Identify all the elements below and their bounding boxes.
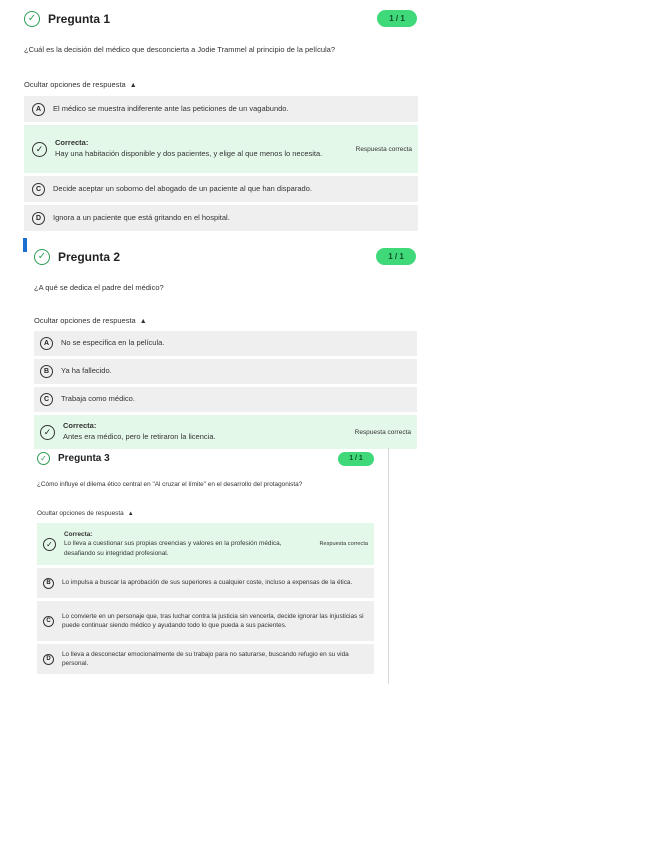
question-title: Pregunta 3	[58, 453, 110, 464]
option-text: No se especifica en la película.	[61, 338, 165, 348]
correct-label: Correcta:	[63, 421, 97, 431]
check-circle-icon: ✓	[37, 452, 50, 465]
chevron-up-icon: ▲	[129, 82, 137, 89]
option-text: Lo convierte en un personaje que, tras luchar contra la justicia sin vencerla, decide ignorar las injusticias si puede continuar siendo médico y ayudando todo lo que pueda a sus pacientes.	[62, 612, 364, 629]
option-text: Decide aceptar un soborno del abogado de un paciente al que han disparado.	[53, 183, 312, 193]
option-letter: A	[32, 103, 45, 116]
answer-option-b-correct[interactable]	[24, 125, 418, 173]
answer-option-d[interactable]	[24, 205, 418, 231]
option-letter: A	[40, 337, 53, 350]
question-prompt: ¿A qué se dedica el padre del médico?	[34, 283, 164, 292]
question-title: Pregunta 1	[48, 12, 111, 26]
option-text: Ya ha fallecido.	[61, 366, 112, 376]
check-circle-icon: ✓	[24, 11, 40, 27]
option-letter: B	[40, 365, 53, 378]
answer-option-a-correct[interactable]	[37, 523, 374, 565]
question-prompt: ¿Cómo influye el dilema ético central en "Al cruzar el límite" en el desarrollo del protagonista?	[37, 481, 303, 488]
answer-option-c[interactable]	[34, 387, 417, 412]
option-letter: B	[43, 578, 54, 589]
question-1-header	[24, 11, 110, 27]
option-text: Hay una habitación disponible y dos pacientes, y elige al que menos lo necesita.	[55, 149, 323, 158]
answer-option-c[interactable]	[37, 601, 374, 641]
question-title: Pregunta 2	[58, 250, 121, 264]
option-text: Lo lleva a desconectar emocionalmente de su trabajo para no saturarse, buscando refugio en su vida personal.	[62, 650, 349, 667]
check-circle-icon: ✓	[40, 425, 55, 440]
hide-options-toggle[interactable]	[24, 80, 137, 89]
score-badge: 1 / 1	[338, 452, 374, 466]
option-text: Lo lleva a cuestionar sus propias creencias y valores en la profesión médica, desafiando su integridad profesional.	[64, 540, 282, 557]
check-circle-icon: ✓	[43, 538, 56, 551]
option-text-block	[64, 530, 304, 558]
correct-label: Correcta:	[64, 531, 93, 539]
option-letter: C	[32, 183, 45, 196]
option-letter: D	[32, 212, 45, 225]
correct-answer-badge: Respuesta correcta	[319, 541, 368, 547]
option-text-block	[55, 138, 335, 160]
option-letter: C	[40, 393, 53, 406]
option-text: El médico se muestra indiferente ante las peticiones de un vagabundo.	[53, 103, 289, 113]
correct-answer-badge: Respuesta correcta	[354, 428, 411, 436]
hide-options-toggle[interactable]	[37, 510, 134, 517]
chevron-up-icon: ▲	[139, 318, 147, 325]
answer-option-b[interactable]	[34, 359, 417, 384]
toggle-label: Ocultar opciones de respuesta	[34, 316, 136, 325]
toggle-label: Ocultar opciones de respuesta	[37, 510, 124, 517]
option-letter: C	[43, 616, 54, 627]
question-prompt: ¿Cuál es la decisión del médico que desconcierta a Jodie Trammel al principio de la película?	[24, 45, 336, 54]
answer-option-b[interactable]	[37, 568, 374, 598]
current-question-marker	[23, 238, 27, 252]
answer-option-a[interactable]	[24, 96, 418, 122]
score-badge: 1 / 1	[377, 10, 417, 27]
option-letter: D	[43, 654, 54, 665]
option-text: Lo impulsa a buscar la aprobación de sus superiores a cualquier coste, incluso a expensas de la ética.	[62, 579, 353, 587]
correct-answer-badge: Respuesta correcta	[355, 145, 412, 153]
option-text-block	[63, 421, 216, 443]
score-badge: 1 / 1	[376, 248, 416, 265]
toggle-label: Ocultar opciones de respuesta	[24, 80, 126, 89]
question-3-header	[37, 452, 110, 465]
vertical-divider	[388, 448, 389, 684]
answer-option-d-correct[interactable]	[34, 415, 417, 449]
option-text: Ignora a un paciente que está gritando en el hospital.	[53, 212, 230, 222]
check-circle-icon: ✓	[32, 142, 47, 157]
answer-option-d[interactable]	[37, 644, 374, 674]
chevron-up-icon: ▲	[127, 511, 134, 517]
check-circle-icon: ✓	[34, 249, 50, 265]
answer-option-a[interactable]	[34, 331, 417, 356]
hide-options-toggle[interactable]	[34, 316, 147, 325]
answer-option-c[interactable]	[24, 176, 418, 202]
option-text: Trabaja como médico.	[61, 394, 135, 404]
correct-label: Correcta:	[55, 138, 89, 148]
question-2-header	[34, 249, 120, 265]
option-text: Antes era médico, pero le retiraron la licencia.	[63, 432, 216, 441]
